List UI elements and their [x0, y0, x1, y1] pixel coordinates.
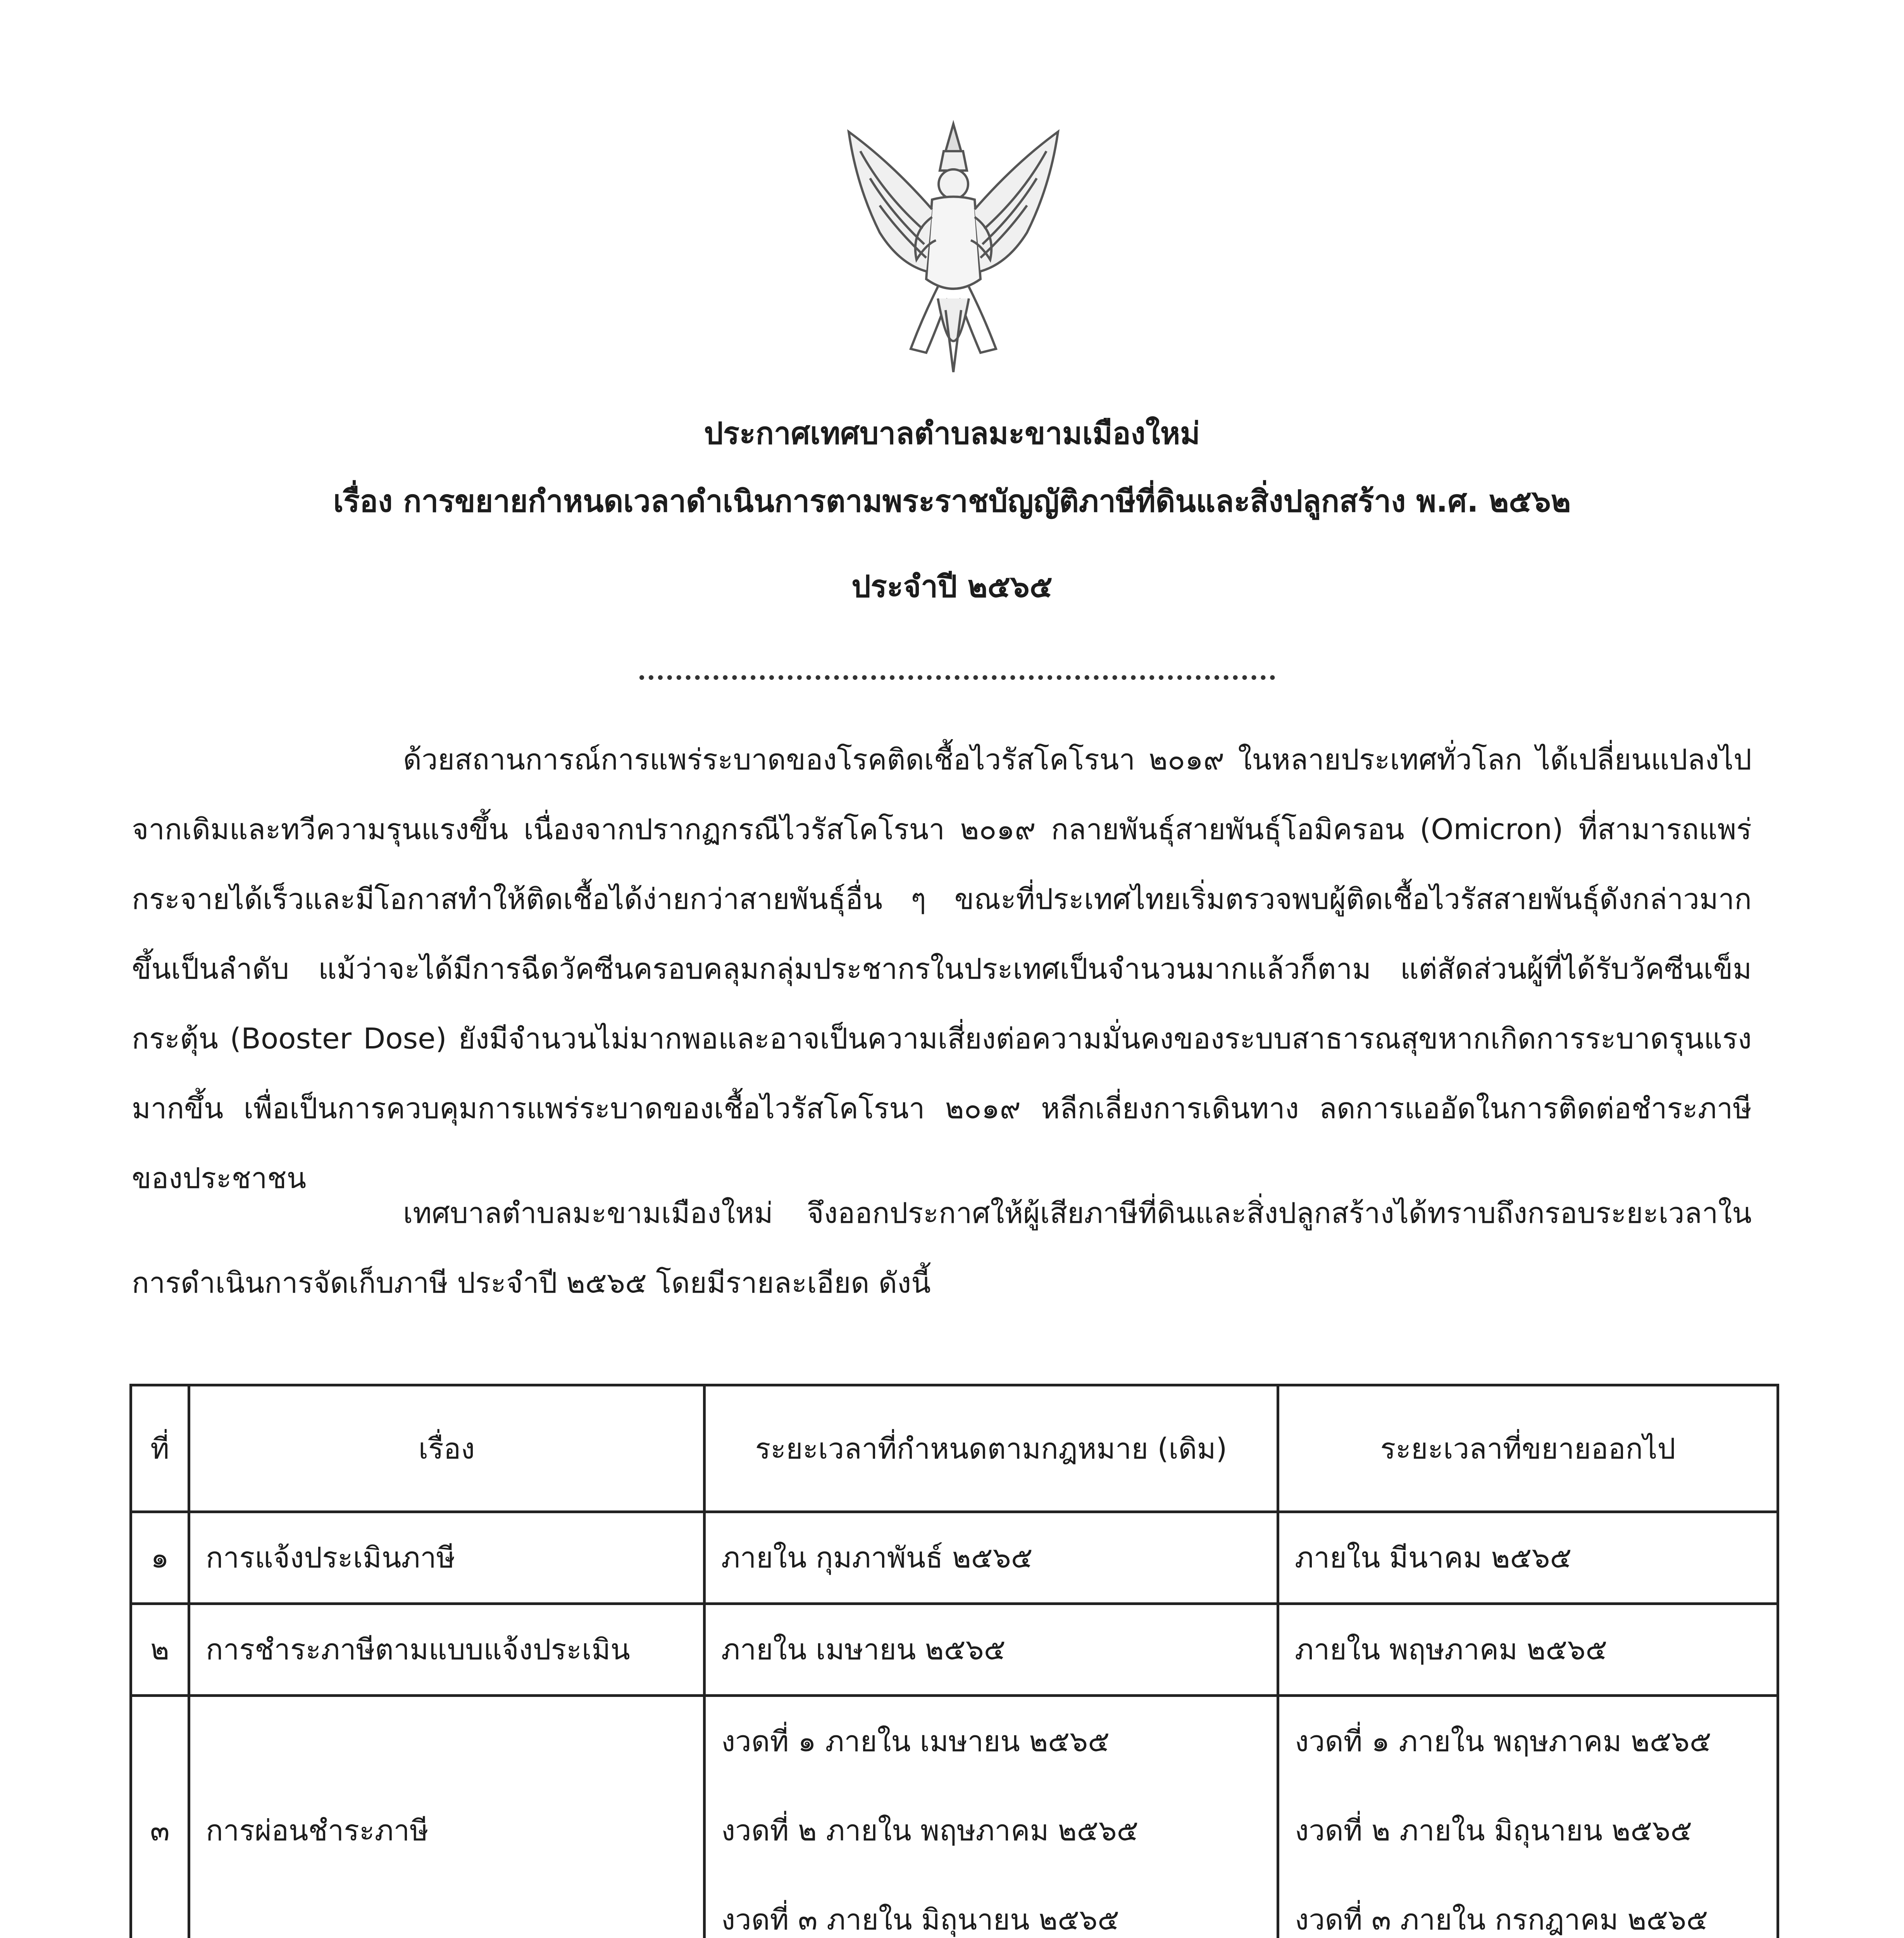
installment-2: งวดที่ ๒ ภายใน พฤษภาคม ๒๕๖๕ — [721, 1814, 1139, 1847]
column-header-extended-deadline: ระยะเวลาที่ขยายออกไป — [1278, 1385, 1778, 1512]
row-original-installments — [705, 1696, 1278, 1938]
table-row — [131, 1696, 1778, 1938]
row-extended-installments — [1278, 1696, 1778, 1938]
column-header-original-deadline: ระยะเวลาที่กำหนดตามกฎหมาย (เดิม) — [705, 1385, 1278, 1512]
table-row — [131, 1604, 1778, 1696]
table-header-row — [131, 1385, 1778, 1512]
installment-1: งวดที่ ๑ ภายใน เมษายน ๒๕๖๕ — [721, 1725, 1110, 1758]
row-extended-deadline: ภายใน พฤษภาคม ๒๕๖๕ — [1278, 1604, 1778, 1696]
row-number: ๓ — [131, 1696, 189, 1938]
row-number: ๒ — [131, 1604, 189, 1696]
dotted-divider — [639, 675, 1275, 680]
row-subject: การชำระภาษีตามแบบแจ้งประเมิน — [189, 1604, 705, 1696]
row-number: ๑ — [131, 1512, 189, 1604]
body-paragraph-2: เทศบาลตำบลมะขามเมืองใหม่ จึงออกประกาศให้ผู้เสียภาษีที่ดินและสิ่งปลูกสร้างได้ทราบถึงกรอบระยะเวลาในการดำเนินการจัดเก็บภาษี ประจำปี ๒๕๖๕ โดยมีรายละเอียด ดังนี้ — [132, 1197, 1752, 1300]
body-paragraph-1: ด้วยสถานการณ์การแพร่ระบาดของโรคติดเชื้อไวรัสโคโรนา ๒๐๑๙ ในหลายประเทศทั่วโลก ได้เปลี่ยนแปลงไปจากเดิมและทวีความรุนแรงขึ้น เนื่องจากปรากฏกรณีไวรัสโคโรนา ๒๐๑๙ กลายพันธุ์สายพันธุ์โอมิครอน (Omicron) ที่สามารถแพร่กระจายได้เร็วและมีโอกาสทำให้ติดเชื้อได้ง่ายกว่าสายพันธุ์อื่น ๆ ขณะที่ประเทศไทยเริ่มตรวจพบผู้ติดเชื้อไวรัสสายพันธุ์ดังกล่าวมากขึ้นเป็นลำดับ แม้ว่าจะได้มีการฉีดวัคซีนครอบคลุมกลุ่มประชากรในประเทศเป็นจำนวนมากแล้วก็ตาม แต่สัดส่วนผู้ที่ได้รับวัคซีนเข็มกระตุ้น (Booster Dose) ยังมีจำนวนไม่มากพอและอาจเป็นความเสี่ยงต่อความมั่นคงของระบบสาธารณสุขหากเกิดการระบาดรุนแรงมากขึ้น เพื่อเป็นการควบคุมการแพร่ระบาดของเชื้อไวรัสโคโรนา ๒๐๑๙ หลีกเลี่ยงการเดินทาง ลดการแออัดในการติดต่อชำระภาษีของประชาชน — [132, 743, 1752, 1195]
announcement-title: ประกาศเทศบาลตำบลมะขามเมืองใหม่ — [704, 416, 1200, 451]
announcement-year: ประจำปี ๒๕๖๕ — [851, 569, 1053, 604]
column-header-subject: เรื่อง — [189, 1385, 705, 1512]
row-extended-deadline: ภายใน มีนาคม ๒๕๖๕ — [1278, 1512, 1778, 1604]
row-original-deadline: ภายใน เมษายน ๒๕๖๕ — [705, 1604, 1278, 1696]
row-subject: การผ่อนชำระภาษี — [189, 1696, 705, 1938]
table-row — [131, 1512, 1778, 1604]
row-subject: การแจ้งประเมินภาษี — [189, 1512, 705, 1604]
row-original-deadline: ภายใน กุมภาพันธ์ ๒๕๖๕ — [705, 1512, 1278, 1604]
column-header-no: ที่ — [131, 1385, 189, 1512]
garuda-emblem-icon — [833, 116, 1073, 388]
tax-schedule-table — [129, 1384, 1779, 1938]
announcement-subject: เรื่อง การขยายกำหนดเวลาดำเนินการตามพระราชบัญญัติภาษีที่ดินและสิ่งปลูกสร้าง พ.ศ. ๒๕๖๒ — [333, 484, 1571, 519]
installment-1: งวดที่ ๑ ภายใน พฤษภาคม ๒๕๖๕ — [1295, 1725, 1711, 1758]
installment-3: งวดที่ ๓ ภายใน กรกฎาคม ๒๕๖๕ — [1295, 1903, 1708, 1936]
installment-3: งวดที่ ๓ ภายใน มิถุนายน ๒๕๖๕ — [721, 1903, 1120, 1936]
installment-2: งวดที่ ๒ ภายใน มิถุนายน ๒๕๖๕ — [1295, 1814, 1692, 1847]
